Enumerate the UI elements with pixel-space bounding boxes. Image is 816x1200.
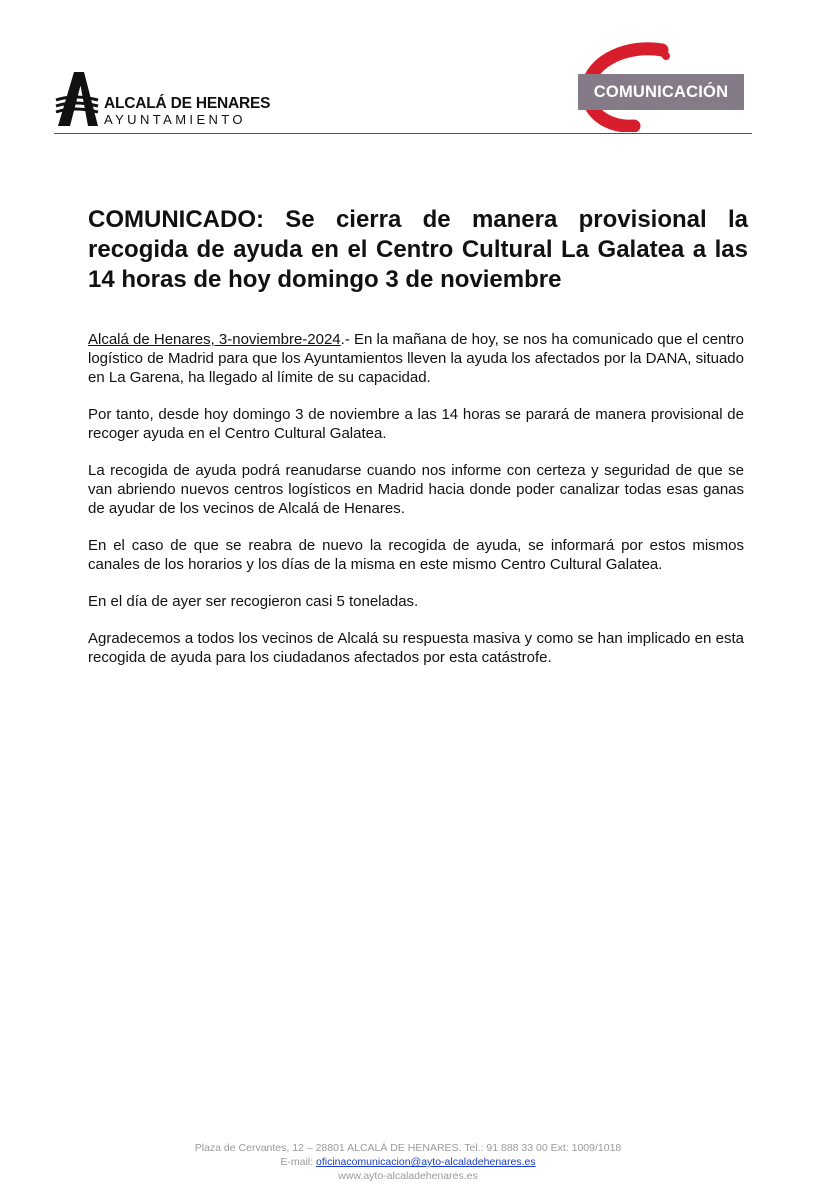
footer-email-link[interactable]: oficinacomunicacion@ayto-alcaladehenares.es bbox=[315, 1156, 536, 1168]
comunicacion-label: COMUNICACIÓN bbox=[578, 74, 744, 110]
logo-city-name: ALCALÁ DE HENARES bbox=[104, 95, 271, 112]
page-footer bbox=[0, 1141, 816, 1183]
alcala-a-emblem-icon bbox=[54, 70, 102, 128]
paragraph-3: La recogida de ayuda podrá reanudarse cuando nos informe con certeza y seguridad de que se van abriendo nuevos centros logísticos en Madrid hacia donde poder canalizar todas esas ganas de ayudar de los vecinos de Alcalá de Henares. bbox=[88, 462, 744, 517]
paragraph-6: Agradecemos a todos los vecinos de Alcalá su respuesta masiva y como se han implicado en esta recogida de ayuda para los ciudadanos afectados por esta catástrofe. bbox=[88, 630, 744, 666]
paragraph-1-text: .- En la mañana de hoy, se nos ha comunicado que el centro logístico de Madrid para que los Ayuntamientos lleven la ayuda los afectados por la DANA, situado en La Garena, ha llegado al límite de su capacidad. bbox=[88, 331, 744, 386]
paragraph-4: En el caso de que se reabra de nuevo la recogida de ayuda, se informará por estos mismos canales de los horarios y los días de la misma en este mismo Centro Cultural Galatea. bbox=[88, 537, 744, 573]
footer-address: Plaza de Cervantes, 12 – 28801 ALCALÁ DE HENARES. Tel.: 91 888 33 00 Ext: 1009/1018 bbox=[194, 1142, 622, 1154]
logo-subtitle: AYUNTAMIENTO bbox=[104, 112, 246, 127]
header-divider bbox=[54, 133, 752, 134]
comunicacion-logo bbox=[574, 42, 746, 132]
footer-website: www.ayto-alcaladehenares.es bbox=[338, 1170, 478, 1182]
paragraph-2: Por tanto, desde hoy domingo 3 de noviembre a las 14 horas se parará de manera provisional de recoger ayuda en el Centro Cultural Galatea. bbox=[88, 406, 744, 442]
paragraph-5: En el día de ayer ser recogieron casi 5 toneladas. bbox=[88, 593, 419, 610]
ayuntamiento-logo bbox=[54, 70, 269, 130]
dateline: Alcalá de Henares, 3-noviembre-2024 bbox=[88, 331, 341, 348]
footer-email-label: E-mail: bbox=[280, 1156, 314, 1168]
page-title: COMUNICADO: Se cierra de manera provisional la recogida de ayuda en el Centro Cultural La Galatea a las 14 horas de hoy domingo 3 de noviembre bbox=[88, 206, 748, 293]
article-body bbox=[88, 330, 744, 685]
paragraph-1 bbox=[88, 330, 744, 387]
footer-email-line bbox=[0, 1155, 816, 1169]
